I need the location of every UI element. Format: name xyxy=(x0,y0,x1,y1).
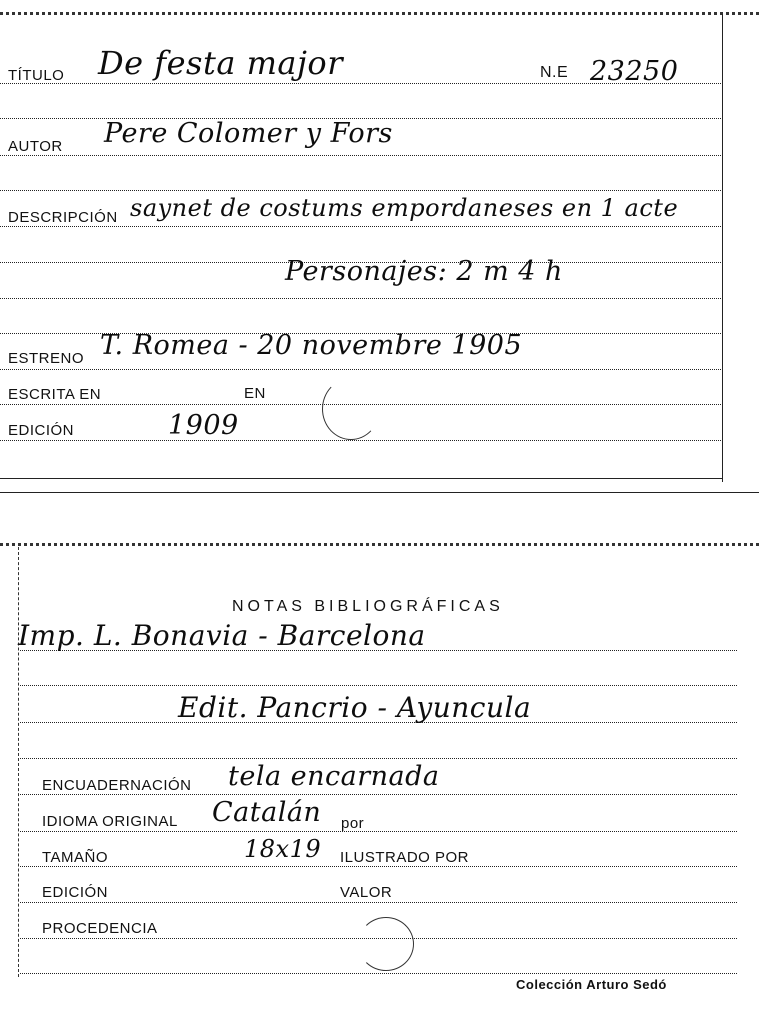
rule-line xyxy=(0,190,723,191)
rule-line xyxy=(0,369,723,370)
titulo-value: De festa major xyxy=(98,44,343,82)
rule-line xyxy=(0,440,723,441)
encuadernacion-value: tela encarnada xyxy=(228,761,440,792)
personajes-value: Personajes: 2 m 4 h xyxy=(285,256,563,287)
rule-line xyxy=(0,226,723,227)
card-right-border xyxy=(722,14,723,482)
edicion-label-bottom: EDICIÓN xyxy=(42,884,109,901)
edicion-value: 1909 xyxy=(168,410,239,441)
descripcion-label: DESCRIPCIÓN xyxy=(8,209,118,226)
numero-label: N.E xyxy=(540,64,569,81)
encuadernacion-label: ENCUADERNACIÓN xyxy=(42,777,192,794)
rule-line xyxy=(0,478,723,479)
autor-label: AUTOR xyxy=(8,138,63,155)
por-label: por xyxy=(341,815,365,832)
tamano-label: TAMAÑO xyxy=(42,849,109,866)
rule-line xyxy=(20,902,737,903)
titulo-label: TÍTULO xyxy=(8,67,65,84)
estreno-value: T. Romea - 20 novembre 1905 xyxy=(100,330,523,361)
rule-line xyxy=(20,794,737,795)
card-top-edge xyxy=(0,543,759,546)
punch-hole-mark xyxy=(322,378,380,440)
rule-line xyxy=(20,866,737,867)
rule-line xyxy=(20,685,737,686)
rule-line xyxy=(20,831,737,832)
top-catalog-card xyxy=(0,0,759,495)
note-line-1: Imp. L. Bonavia - Barcelona xyxy=(18,619,426,652)
valor-label: VALOR xyxy=(340,884,393,901)
idioma-label: IDIOMA ORIGINAL xyxy=(42,813,178,830)
rule-line xyxy=(20,758,737,759)
note-line-2: Edit. Pancrio - Ayuncula xyxy=(178,691,532,724)
rule-line xyxy=(0,155,723,156)
en-label: EN xyxy=(244,385,266,402)
bottom-catalog-card xyxy=(0,535,759,1028)
procedencia-label: PROCEDENCIA xyxy=(42,920,158,937)
edicion-label: EDICIÓN xyxy=(8,422,75,439)
ilustrado-label: ILUSTRADO POR xyxy=(340,849,470,866)
numero-value: 23250 xyxy=(590,56,679,87)
estreno-label: ESTRENO xyxy=(8,350,85,367)
punch-hole-mark xyxy=(358,917,414,971)
card-left-border xyxy=(18,547,19,977)
notas-header: NOTAS BIBLIOGRÁFICAS xyxy=(232,598,504,615)
escrita-label: ESCRITA EN xyxy=(8,386,102,403)
idioma-value: Catalán xyxy=(212,797,322,828)
card-top-edge xyxy=(0,12,759,15)
card-bottom-edge xyxy=(0,492,759,493)
collection-credit: Colección Arturo Sedó xyxy=(516,977,667,992)
autor-value: Pere Colomer y Fors xyxy=(104,118,393,149)
rule-line xyxy=(0,298,723,299)
rule-line xyxy=(20,973,737,974)
descripcion-value: saynet de costums empordaneses en 1 acte xyxy=(130,194,679,222)
tamano-value: 18x19 xyxy=(244,835,322,863)
